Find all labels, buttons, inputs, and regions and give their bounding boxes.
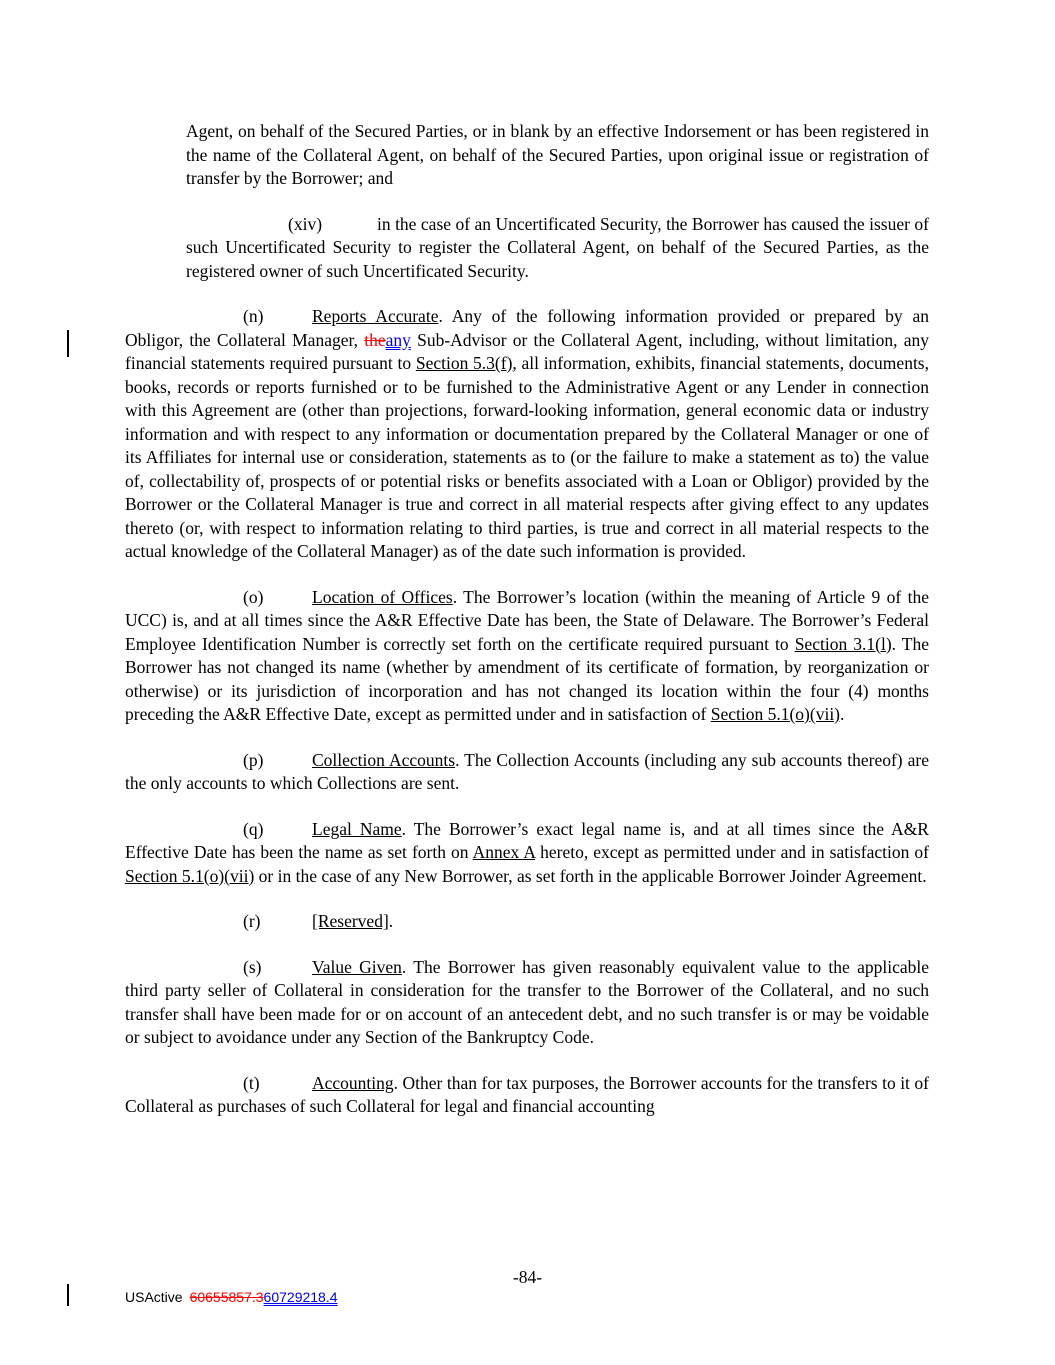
clause-heading: Location of Offices (312, 586, 453, 607)
clause-text: . The Borrower has not changed its name (whether by amendment of its certificate of formation, by reorganization or otherwise) or its jurisdiction of incorporation and has not changed its location within the four (4) months preceding the A&R Effective Date, except as permitted under and in satisfaction of (125, 633, 929, 724)
clause-text: , all information, exhibits, financial statements, documents, books, records or reports furnished or to be furnished to the Administrative Agent or any Lender in connection with this Agreement are (other than projections, forward-looking information, general economic data or industry information and with respect to any information or documentation prepared by the Collateral Manager or one of its Affiliates for internal use or consideration, statements as to (or the failure to make a statement as to) the value of, collectability of, prospects of or potential risks or benefits associated with a Loan or Obligor) provided by the Borrower or the Collateral Manager is true and correct in all material respects after giving effect to any updates thereto (or, with respect to information relating to third parties, is true and correct in all material respects to the actual knowledge of the Collateral Manager) as of the date such information is provided. (125, 353, 929, 561)
section-reference: Section 5.3(f) (415, 353, 513, 373)
document-body (125, 120, 929, 1141)
clause-text: . The Collection Accounts (including any sub accounts thereof) are the only accounts to which Collections are sent. (125, 749, 929, 793)
paragraph-q (125, 818, 929, 889)
clause-text: . (388, 911, 394, 931)
clause-heading: Accounting (312, 1072, 394, 1093)
paragraph-o (125, 586, 929, 727)
clause-text: . The Borrower’s exact legal name is, and at all times since the A&R Effective Date has been the name as set forth on (125, 818, 929, 862)
footer-inserted-number: 60729218.4 (263, 1289, 338, 1305)
clause-label: (xiv) (288, 213, 323, 234)
clause-text: Agent, on behalf of the Secured Parties, or in blank by an effective Indorsement or has been registered in the name of the Collateral Agent, on behalf of the Secured Parties, upon original issue or registration of transfer by the Borrower; and (186, 121, 929, 188)
page-number: -84- (512, 1267, 543, 1287)
clause-text: . The Borrower has given reasonably equivalent value to the applicable third party seller of Collateral in consideration for the transfer to the Borrower of the Collateral, and no such transfer shall have been made for or on account of an antecedent debt, and no such transfer is or may be voidable or subject to avoidance under any Section of the Bankruptcy Code. (125, 956, 929, 1047)
section-reference: Section 5.1(o)(vii) (710, 704, 841, 724)
clause-label: (r) (243, 911, 261, 931)
clause-text: . (840, 704, 845, 724)
clause-heading: [Reserved] (312, 911, 389, 931)
clause-label: (p) (243, 749, 264, 770)
footer-deleted-number: 60655857.3 (189, 1289, 264, 1305)
document-footer (125, 1288, 338, 1306)
clause-text: . Other than for tax purposes, the Borrower accounts for the transfers to it of Collateral as purchases of such Collateral for legal and financial accounting (125, 1072, 929, 1116)
clause-label: (s) (243, 956, 262, 977)
clause-text: hereto, except as permitted under and in satisfaction of (535, 842, 929, 862)
clause-heading: Value Given (312, 956, 402, 977)
clause-text: in the case of an Uncertificated Security, the Borrower has caused the issuer of such Uncertificated Security to register the Collateral Agent, on behalf of the Secured Parties, as the registered owner of such Uncertificated Security. (186, 213, 929, 281)
clause-label: (n) (243, 306, 264, 326)
clause-label: (o) (243, 586, 264, 607)
section-reference: Section 3.1(l) (794, 633, 892, 654)
paragraph-xiii-continuation (186, 120, 929, 191)
clause-text: . The Borrower’s location (within the meaning of Article 9 of the UCC) is, and at all times since the A&R Effective Date has been, the State of Delaware. The Borrower’s Federal Employee Identification Number is correctly set forth on the certificate required pursuant to (125, 586, 929, 654)
deleted-text: the (364, 329, 386, 350)
paragraph-n (125, 305, 929, 564)
clause-heading: Legal Name (312, 818, 402, 839)
clause-heading: Reports Accurate (312, 306, 439, 326)
annex-reference: Annex A (472, 842, 536, 862)
paragraph-t (125, 1072, 929, 1119)
section-reference: Section 5.1(o)(vii) (125, 865, 255, 886)
inserted-text: any (385, 329, 411, 350)
clause-label: (q) (243, 818, 264, 839)
clause-label: (t) (243, 1072, 260, 1093)
clause-heading: Collection Accounts (312, 749, 456, 770)
paragraph-s (125, 956, 929, 1050)
footer-doc-prefix: USActive (125, 1289, 183, 1305)
clause-text: . Any of the following information provided or prepared by an Obligor, the Collateral Manager, (125, 306, 930, 350)
paragraph-p (125, 749, 929, 796)
paragraph-r (125, 910, 929, 934)
paragraph-xiv (186, 213, 929, 284)
change-bar (67, 330, 69, 357)
clause-text: or in the case of any New Borrower, as set forth in the applicable Borrower Joinder Agreement. (254, 865, 927, 886)
clause-text: Sub-Advisor or the Collateral Agent, including, without limitation, any financial statements required pursuant to (125, 329, 929, 373)
